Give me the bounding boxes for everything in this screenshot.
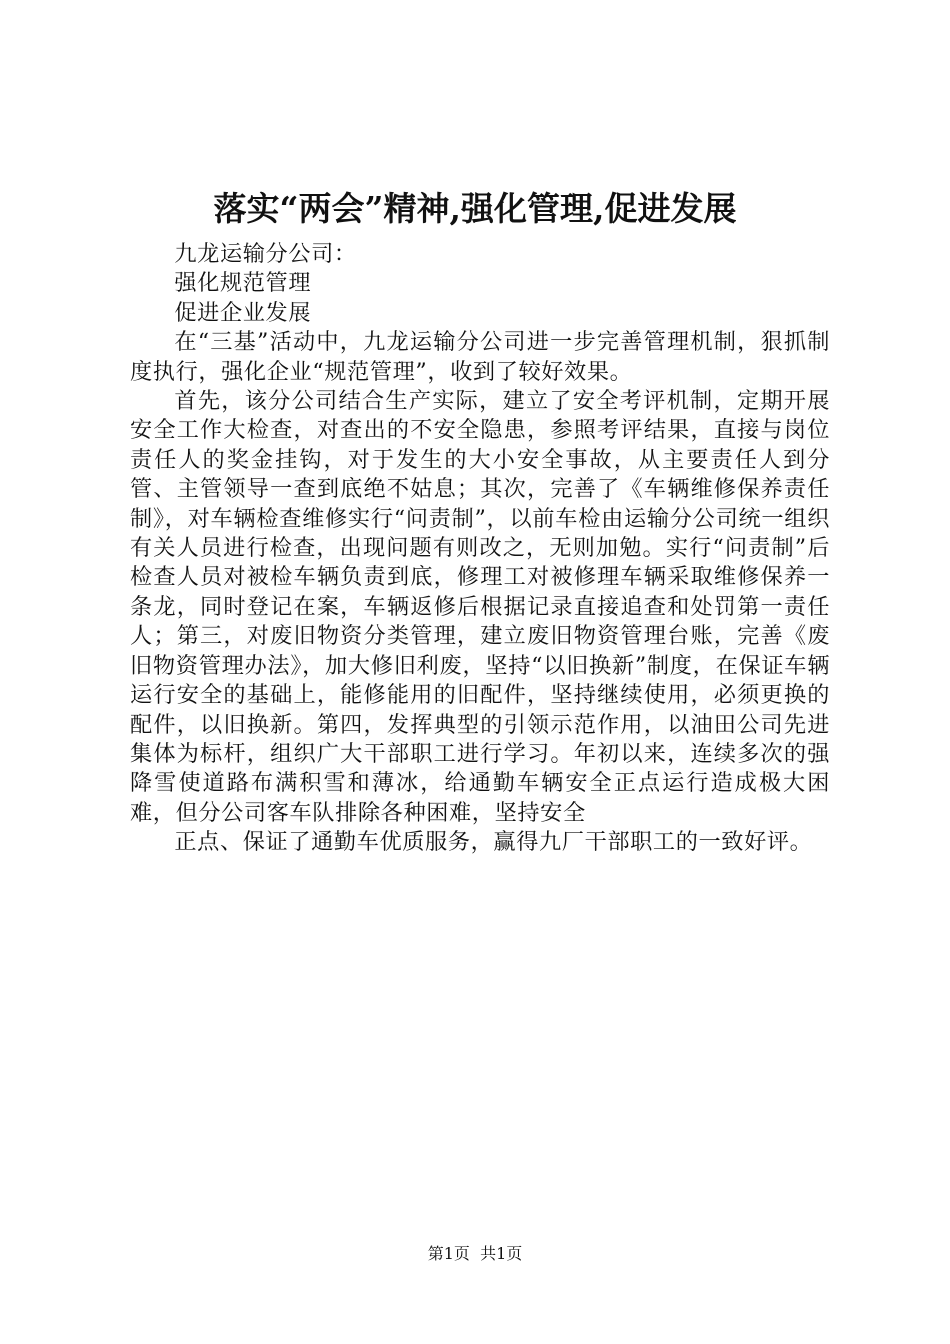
document-title: 落实“两会”精神,强化管理,促进发展 xyxy=(213,189,737,228)
body-paragraph: 在“三基”活动中，九龙运输分公司进一步完善管理机制，狠抓制度执行，强化企业“规范管理”，收到了较好效果。 xyxy=(130,329,830,385)
body-paragraph: 正点、保证了通勤车优质服务，赢得九厂干部职工的一致好评。 xyxy=(174,829,813,856)
subheading-line: 促进企业发展 xyxy=(174,299,312,326)
body-paragraph: 首先，该分公司结合生产实际，建立了安全考评机制，定期开展安全工作大检查，对查出的不安全隐患，参照考评结果，直接与岗位责任人的奖金挂钩，对于发生的大小安全事故，从主要责任人到分管、主管领导一查到底绝不姑息；其次，完善了《车辆维修保养责任制》，对车辆检查维修实行“问责制”，以前车检由运输分公司统一组织有关人员进行检查，出现问题有则改之，无则加勉。实行“问责制”后检查人员对被检车辆负责到底，修理工对被修理车辆采取维修保养一条龙，同时登记在案，车辆返修后根据记录直接追查和处罚第一责任人；第三，对废旧物资分类管理，建立废旧物资管理台账，完善《废旧物资管理办法》，加大修旧利废，坚持“以旧换新”制度，在保证车辆运行安全的基础上，能修能用的旧配件，坚持继续使用，必须更换的配件，以旧换新。第四，发挥典型的引领示范作用，以油田公司先进集体为标杆，组织广大干部职工进行学习。年初以来，连续多次的强降雪使道路布满积雪和薄冰，给通勤车辆安全正点运行造成极大困难，但分公司客车队排除各种困难，坚持安全 xyxy=(130,388,830,826)
recipient-line: 九龙运输分公司： xyxy=(174,241,357,267)
page-number: 第1页 xyxy=(427,1244,470,1263)
page-footer xyxy=(0,1243,950,1265)
document-body xyxy=(130,240,830,858)
page-total: 共1页 xyxy=(480,1244,523,1263)
subheading-line: 强化规范管理 xyxy=(174,270,312,297)
